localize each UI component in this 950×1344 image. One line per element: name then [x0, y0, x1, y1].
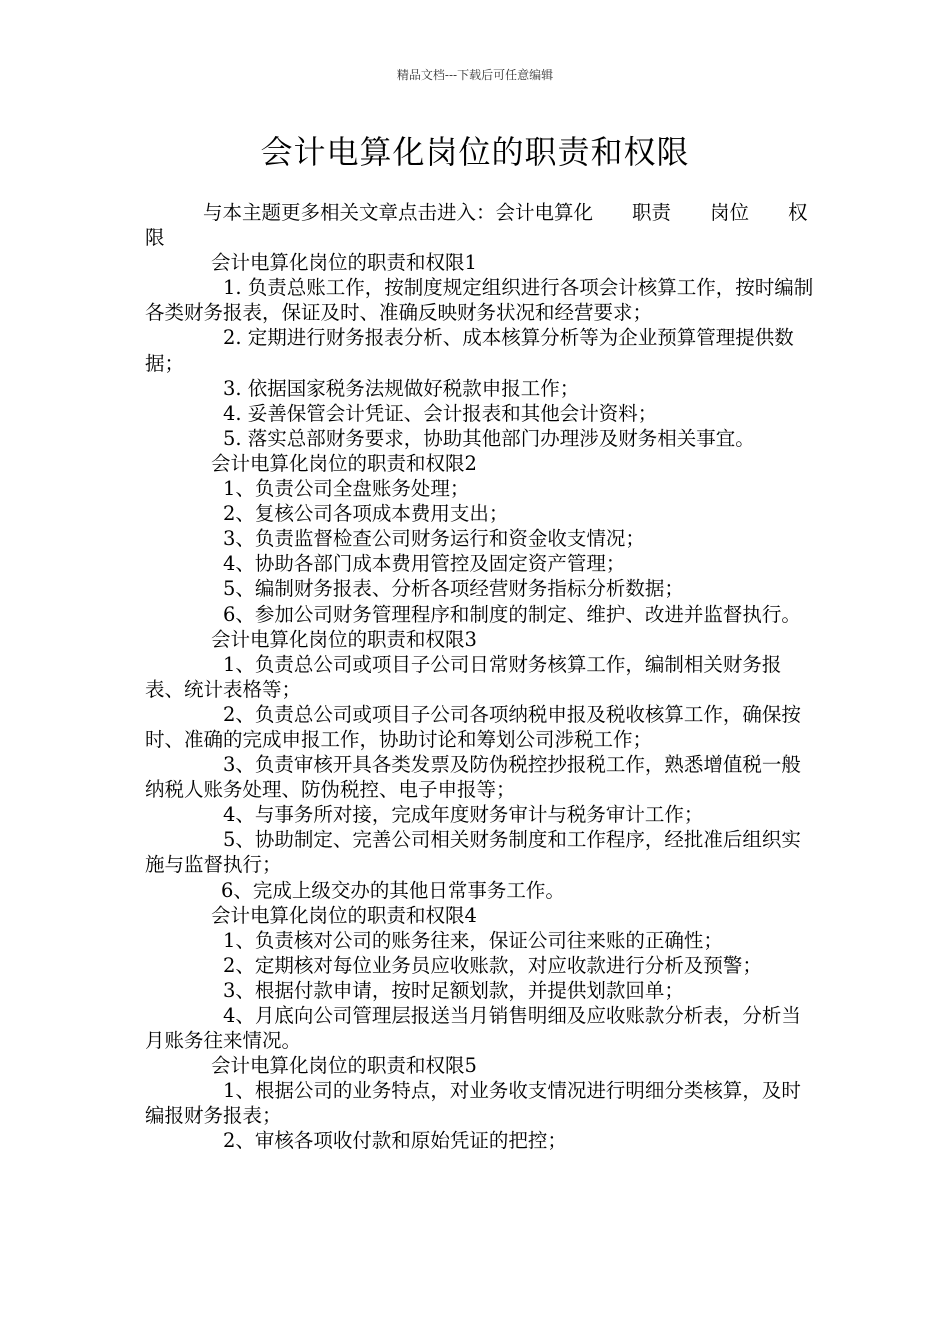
list-item: 4、月底向公司管理层报送当月销售明细及应收账款分析表，分析当月账务往来情况。	[145, 1004, 801, 1053]
document-body	[145, 200, 815, 1154]
list-item: 2、负责总公司或项目子公司各项纳税申报及税收核算工作，确保按时、准确的完成申报工作，协助讨论和筹划公司涉税工作；	[145, 702, 801, 751]
list-item: 2. 定期进行财务报表分析、成本核算分析等为企业预算管理提供数据；	[145, 326, 794, 375]
section-heading: 会计电算化岗位的职责和权限4	[211, 903, 477, 927]
list-item: 2、定期核对每位业务员应收账款，对应收款进行分析及预警；	[223, 953, 762, 977]
list-item: 3. 依据国家税务法规做好税款申报工作；	[223, 376, 580, 400]
list-item: 1. 负责总账工作，按制度规定组织进行各项会计核算工作，按时编制各类财务报表，保证及时、准确反映财务状况和经营要求；	[145, 276, 814, 325]
list-item: 4、协助各部门成本费用管控及固定资产管理；	[223, 552, 626, 576]
list-item: 3、根据付款申请，按时足额划款，并提供划款回单；	[223, 978, 684, 1002]
list-item: 6、参加公司财务管理程序和制度的制定、维护、改进并监督执行。	[223, 602, 801, 626]
list-item: 5、协助制定、完善公司相关财务制度和工作程序，经批准后组织实施与监督执行；	[145, 828, 801, 877]
list-item: 2、审核各项收付款和原始凭证的把控；	[223, 1129, 567, 1153]
list-item: 1、负责公司全盘账务处理；	[223, 477, 470, 501]
section-heading: 会计电算化岗位的职责和权限2	[211, 451, 477, 475]
document-title: 会计电算化岗位的职责和权限	[260, 133, 690, 171]
list-item: 5. 落实总部财务要求，协助其他部门办理涉及财务相关事宜。	[223, 426, 755, 450]
list-item: 2、复核公司各项成本费用支出；	[223, 502, 509, 526]
list-item: 3、负责监督检查公司财务运行和资金收支情况；	[223, 527, 645, 551]
list-item: 4、与事务所对接，完成年度财务审计与税务审计工作；	[223, 803, 704, 827]
list-item: 1、负责总公司或项目子公司日常财务核算工作，编制相关财务报表、统计表格等；	[145, 652, 782, 701]
list-item: 5、编制财务报表、分析各项经营财务指标分析数据；	[223, 577, 684, 601]
section-heading: 会计电算化岗位的职责和权限5	[211, 1054, 477, 1078]
section-heading: 会计电算化岗位的职责和权限1	[211, 251, 477, 275]
list-item: 3、负责审核开具各类发票及防伪税控抄报税工作，熟悉增值税一般纳税人账务处理、防伪税控、电子申报等；	[145, 753, 801, 802]
related-articles-line[interactable]: 与本主题更多相关文章点击进入：会计电算化 职责 岗位 权限	[145, 201, 808, 250]
section-heading: 会计电算化岗位的职责和权限3	[211, 627, 477, 651]
list-item: 4. 妥善保管会计凭证、会计报表和其他会计资料；	[223, 401, 658, 425]
header-watermark: 精品文档---下载后可任意编辑	[396, 68, 554, 82]
list-item: 1、负责核对公司的账务往来，保证公司往来账的正确性；	[223, 928, 723, 952]
list-item: 1、根据公司的业务特点，对业务收支情况进行明细分类核算，及时编报财务报表；	[145, 1079, 801, 1128]
list-item: 6、完成上级交办的其他日常事务工作。	[221, 878, 565, 902]
